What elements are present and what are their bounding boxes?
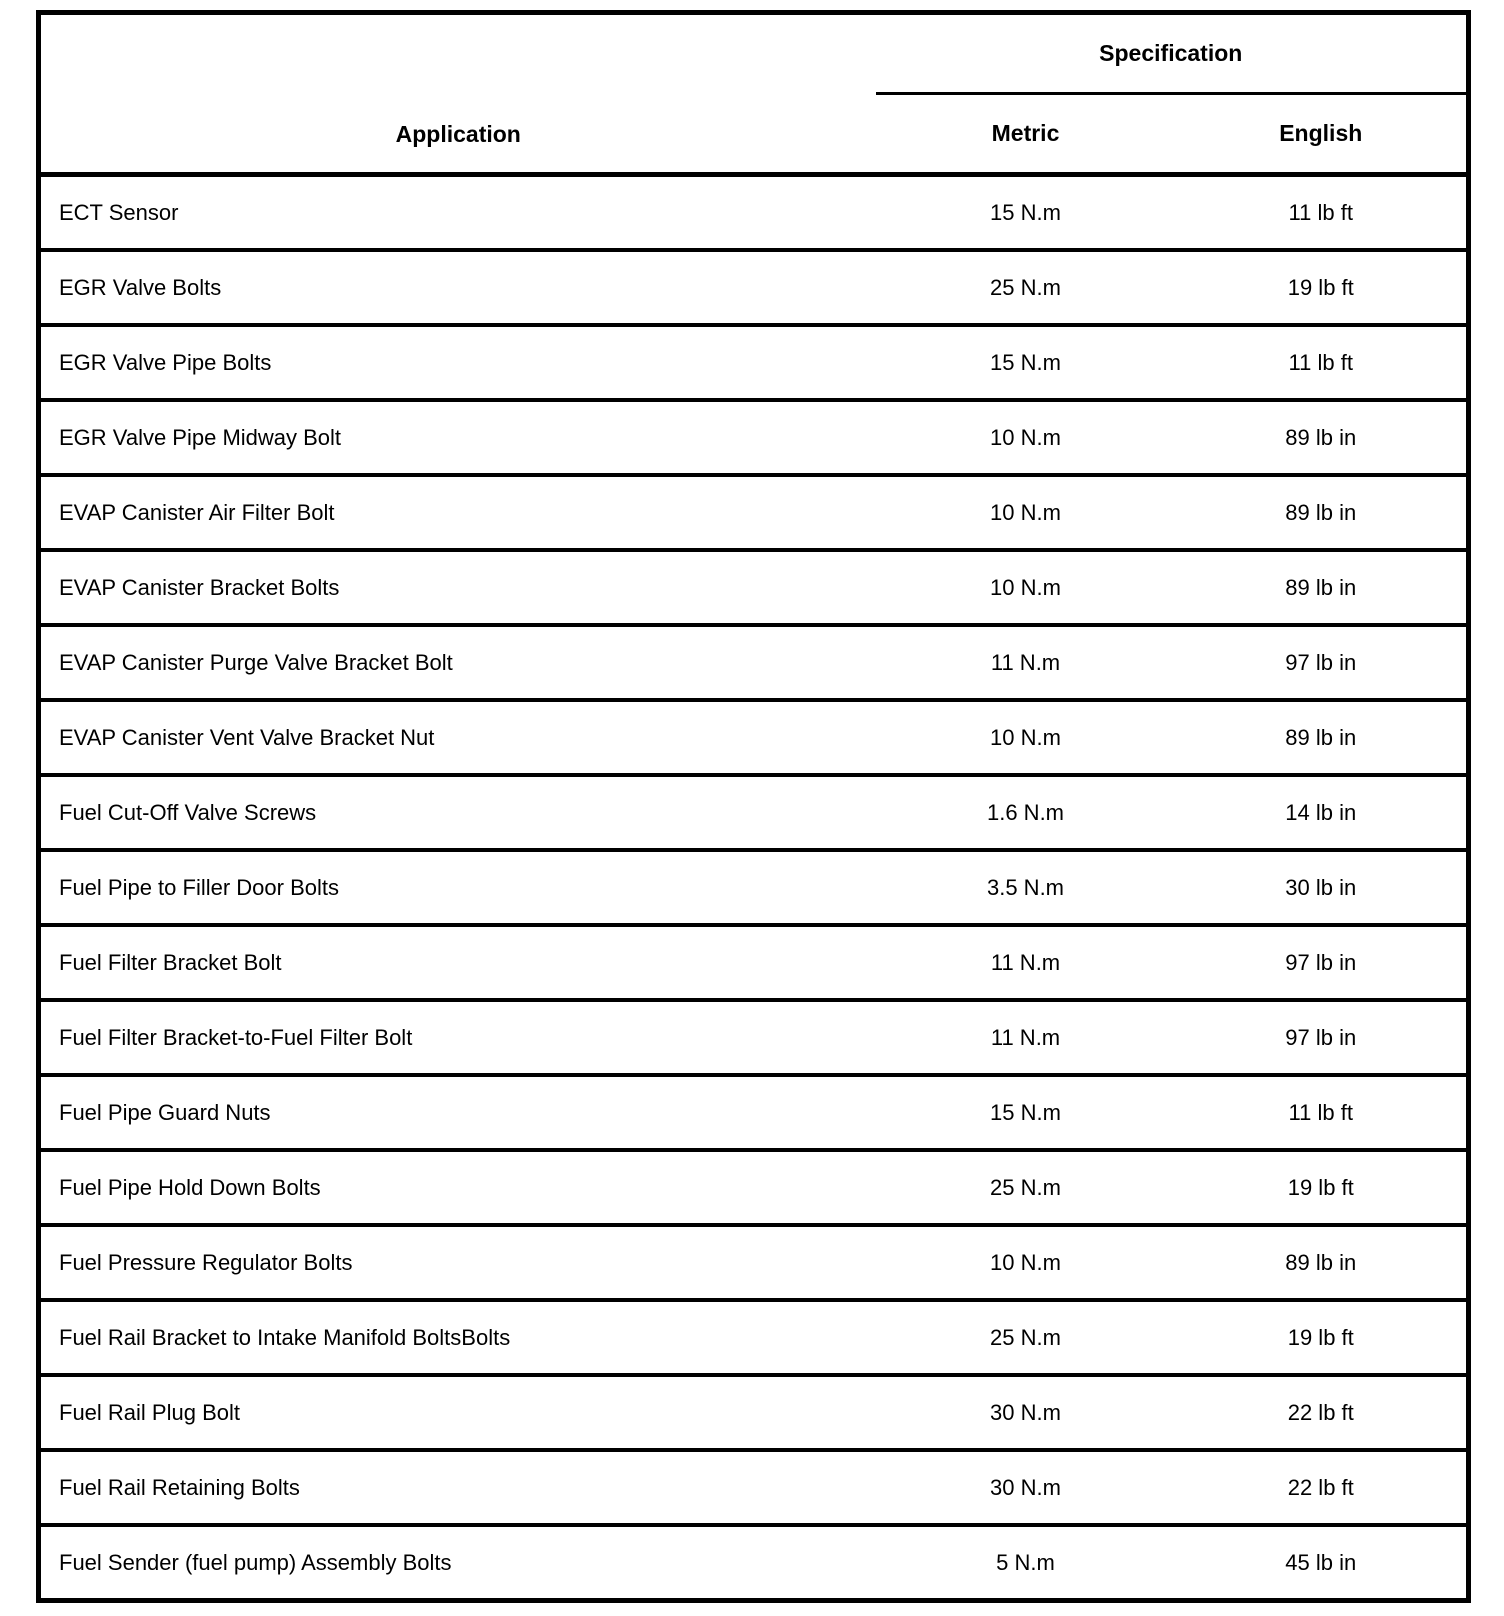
header-row-top [39,13,1469,94]
application-cell: Fuel Rail Retaining Bolts [59,1474,300,1500]
table-header [39,13,1469,175]
table-row [39,1150,1469,1225]
metric-cell: 11 N.m [990,1024,1061,1050]
english-cell: 19 lb ft [1287,1174,1354,1200]
metric-cell: 11 N.m [990,649,1061,675]
metric-cell: 15 N.m [990,349,1061,375]
application-cell: Fuel Cut-Off Valve Screws [59,799,317,825]
table-row [39,1075,1469,1150]
metric-cell: 3.5 N.m [986,874,1065,900]
metric-cell: 25 N.m [990,1174,1061,1200]
english-cell: 97 lb in [1285,1024,1357,1050]
metric-cell: 10 N.m [990,424,1061,450]
english-cell: 30 lb in [1285,874,1357,900]
table-row [39,1300,1469,1375]
english-cell: 22 lb ft [1287,1474,1354,1500]
table-row [39,400,1469,475]
application-cell: Fuel Rail Bracket to Intake Manifold BoltsBolts [59,1324,511,1350]
table-row [39,175,1469,251]
table-row [39,850,1469,925]
application-column-header: Application [395,121,521,147]
english-cell: 89 lb in [1285,574,1357,600]
application-cell: EVAP Canister Purge Valve Bracket Bolt [59,649,453,675]
english-cell: 11 lb ft [1288,349,1353,375]
metric-cell: 10 N.m [990,499,1061,525]
fastener-spec-table [36,10,1471,1603]
english-cell: 14 lb in [1285,799,1357,825]
application-cell: EGR Valve Pipe Bolts [59,349,272,375]
table-row [39,925,1469,1000]
english-cell: 19 lb ft [1287,274,1354,300]
english-cell: 89 lb in [1285,1249,1357,1275]
metric-cell: 15 N.m [990,1099,1061,1125]
application-cell: ECT Sensor [59,199,179,225]
english-cell: 89 lb in [1285,724,1357,750]
application-cell: Fuel Filter Bracket-to-Fuel Filter Bolt [59,1024,413,1050]
metric-cell: 30 N.m [990,1399,1061,1425]
application-cell: Fuel Pressure Regulator Bolts [59,1249,353,1275]
metric-cell: 10 N.m [990,574,1061,600]
metric-cell: 11 N.m [990,949,1061,975]
table-row [39,250,1469,325]
english-cell: 11 lb ft [1288,1099,1353,1125]
english-cell: 22 lb ft [1287,1399,1354,1425]
spec-table-body [39,175,1469,1601]
metric-cell: 25 N.m [990,1324,1061,1350]
english-column-header: English [1176,94,1469,175]
table-row [39,1000,1469,1075]
english-cell: 89 lb in [1285,499,1357,525]
application-cell: EGR Valve Pipe Midway Bolt [59,424,342,450]
application-cell: EGR Valve Bolts [59,274,222,300]
metric-column-header: Metric [876,94,1176,175]
metric-cell: 5 N.m [996,1549,1055,1575]
metric-cell: 1.6 N.m [986,799,1065,825]
table-row [39,1225,1469,1300]
table-row [39,475,1469,550]
application-cell: Fuel Filter Bracket Bolt [59,949,282,975]
application-cell: EVAP Canister Vent Valve Bracket Nut [59,724,435,750]
table-row [39,1375,1469,1450]
table-row [39,1450,1469,1525]
metric-cell: 15 N.m [990,199,1061,225]
english-cell: 97 lb in [1285,649,1357,675]
english-cell: 45 lb in [1285,1549,1357,1575]
table-row [39,700,1469,775]
application-cell: EVAP Canister Air Filter Bolt [59,499,335,525]
english-cell: 11 lb ft [1288,199,1353,225]
application-cell: Fuel Sender (fuel pump) Assembly Bolts [59,1549,452,1575]
english-cell: 19 lb ft [1287,1324,1354,1350]
english-cell: 89 lb in [1285,424,1357,450]
metric-cell: 30 N.m [990,1474,1061,1500]
application-cell: Fuel Rail Plug Bolt [59,1399,240,1425]
table-row [39,775,1469,850]
table-row [39,550,1469,625]
application-cell: Fuel Pipe Hold Down Bolts [59,1174,321,1200]
table-row [39,325,1469,400]
metric-cell: 25 N.m [990,274,1061,300]
metric-cell: 10 N.m [990,724,1061,750]
specification-column-group-header: Specification [1099,40,1243,66]
application-cell: Fuel Pipe to Filler Door Bolts [59,874,339,900]
application-cell: Fuel Pipe Guard Nuts [59,1099,271,1125]
application-cell: EVAP Canister Bracket Bolts [59,574,340,600]
english-cell: 97 lb in [1285,949,1357,975]
table-row [39,625,1469,700]
table-row [39,1525,1469,1601]
metric-cell: 10 N.m [990,1249,1061,1275]
